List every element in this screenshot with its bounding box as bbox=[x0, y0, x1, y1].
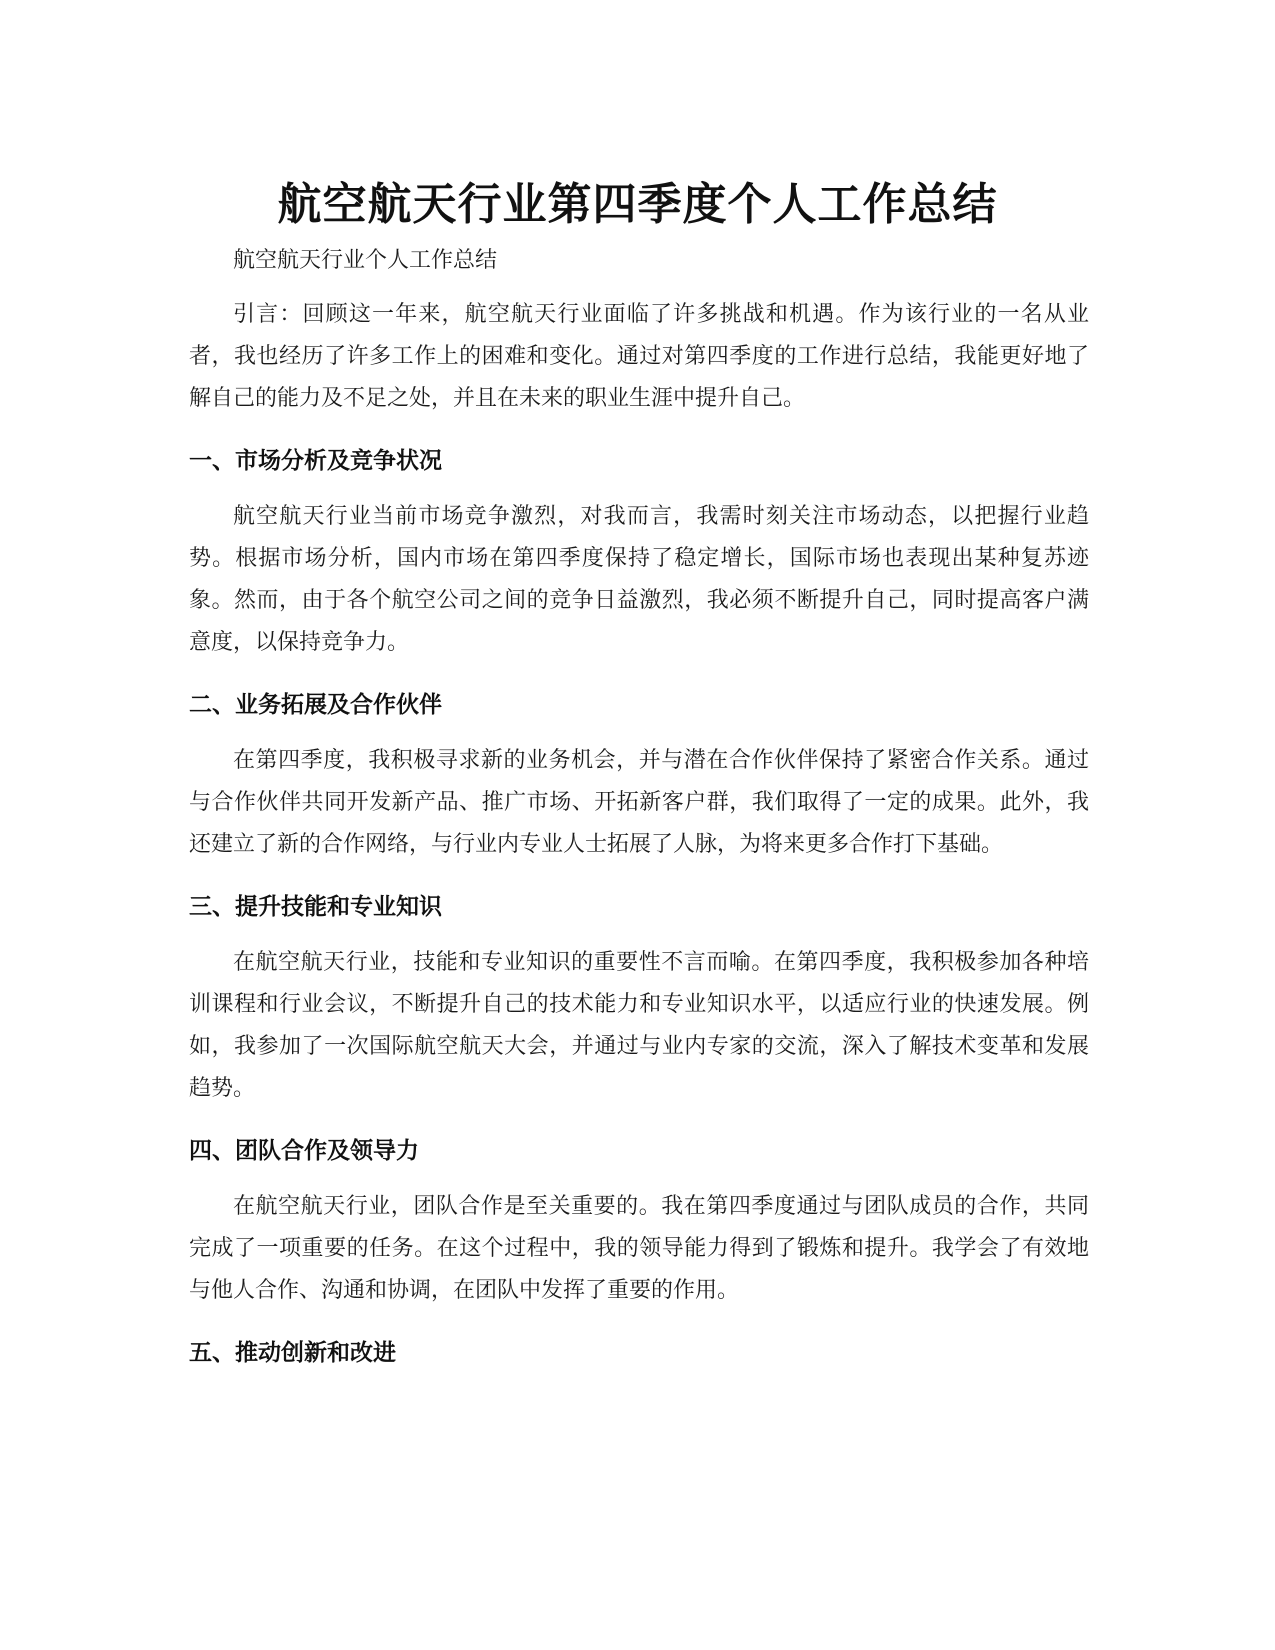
document-title: 航空航天行业第四季度个人工作总结 bbox=[277, 179, 998, 231]
section-teamwork bbox=[189, 1130, 1089, 1312]
section-paragraph: 在航空航天行业，技能和专业知识的重要性不言而喻。在第四季度，我积极参加各种培训课程和行业会议，不断提升自己的技术能力和专业知识水平，以适应行业的快速发展。例如，我参加了一次国际航空航天大会，并通过与业内专家的交流，深入了解技术变革和发展趋势。 bbox=[189, 950, 1089, 1101]
section-heading: 五、推动创新和改进 bbox=[189, 1340, 396, 1366]
section-paragraph: 在航空航天行业，团队合作是至关重要的。我在第四季度通过与团队成员的合作，共同完成了一项重要的任务。在这个过程中，我的领导能力得到了锻炼和提升。我学会了有效地与他人合作、沟通和协调，在团队中发挥了重要的作用。 bbox=[189, 1194, 1089, 1303]
section-paragraph: 在第四季度，我积极寻求新的业务机会，并与潜在合作伙伴保持了紧密合作关系。通过与合作伙伴共同开发新产品、推广市场、开拓新客户群，我们取得了一定的成果。此外，我还建立了新的合作网络，与行业内专业人士拓展了人脉，为将来更多合作打下基础。 bbox=[189, 748, 1089, 857]
intro-paragraph: 引言：回顾这一年来，航空航天行业面临了许多挑战和机遇。作为该行业的一名从业者，我也经历了许多工作上的困难和变化。通过对第四季度的工作进行总结，我能更好地了解自己的能力及不足之处，并且在未来的职业生涯中提升自己。 bbox=[189, 302, 1089, 411]
document-body bbox=[189, 240, 1089, 1394]
section-business-expansion bbox=[189, 684, 1089, 866]
section-heading: 一、市场分析及竞争状况 bbox=[189, 448, 442, 474]
section-innovation bbox=[189, 1332, 1089, 1374]
section-heading: 二、业务拓展及合作伙伴 bbox=[189, 692, 442, 718]
section-heading: 三、提升技能和专业知识 bbox=[189, 894, 442, 920]
section-paragraph: 航空航天行业当前市场竞争激烈，对我而言，我需时刻关注市场动态，以把握行业趋势。根据市场分析，国内市场在第四季度保持了稳定增长，国际市场也表现出某种复苏迹象。然而，由于各个航空公司之间的竞争日益激烈，我必须不断提升自己，同时提高客户满意度，以保持竞争力。 bbox=[189, 504, 1089, 655]
section-skills bbox=[189, 886, 1089, 1110]
document-subtitle: 航空航天行业个人工作总结 bbox=[233, 248, 498, 273]
section-heading: 四、团队合作及领导力 bbox=[189, 1138, 419, 1164]
section-market-analysis bbox=[189, 440, 1089, 664]
